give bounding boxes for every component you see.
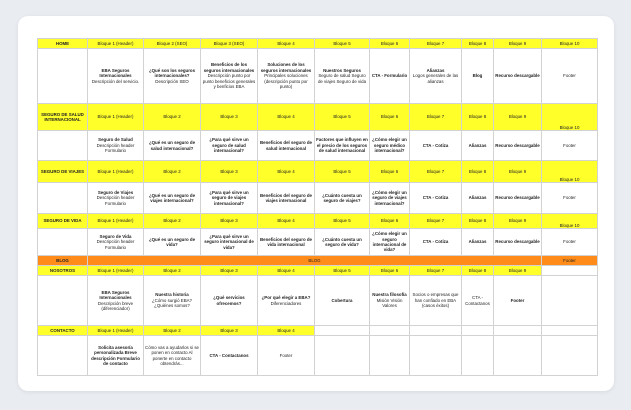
home-block-content: Beneficios de los seguros internacionales Descripción punto por punto beneficios generales y benficios EBA	[201, 49, 258, 104]
vida-section-label: SEGURO DE VIDA	[38, 214, 88, 229]
viajes-block-header: Bloque 10	[542, 161, 598, 183]
viajes-block-content: CTA - Cotiza	[410, 183, 462, 214]
viajes-header-row	[38, 161, 598, 183]
home-block-content: Footer	[542, 49, 598, 104]
salud-block-header: Bloque 3	[201, 104, 258, 131]
viajes-block-content: ¿Cuánto cuesta un seguro de viajes?	[315, 183, 370, 214]
contacto-header-row	[38, 326, 598, 336]
nosotros-block-content: Nuestra filosofía Misión Visión Valores	[370, 276, 410, 326]
nosotros-content-row	[38, 276, 598, 326]
contacto-empty-cell	[315, 326, 370, 336]
viajes-content-row	[38, 183, 598, 214]
viajes-block-content: ¿Qué es un seguro de viajes internacional?	[144, 183, 201, 214]
vida-block-content: Footer	[542, 229, 598, 256]
vida-block-header: Bloque 2	[144, 214, 201, 229]
home-block-content: Blog	[462, 49, 494, 104]
viajes-block-header: Bloque 2	[144, 161, 201, 183]
salud-block-header: Bloque 1 (Header)	[88, 104, 144, 131]
home-block-content: Nuestros Seguros Seguro de salud Seguro de viajes Seguro de vida	[315, 49, 370, 104]
nosotros-block-content: ¿Qué servicios ofrecemos?	[201, 276, 258, 326]
vida-block-content: ¿Cómo elegir un seguro internacional de vida?	[370, 229, 410, 256]
vida-block-content: Seguro de Vida Descripción header Formulario	[88, 229, 144, 256]
contacto-block-content	[542, 336, 598, 376]
nosotros-block-header: Bloque 3	[201, 266, 258, 276]
contacto-empty-cell	[462, 326, 494, 336]
contacto-block-header: Bloque 1 (Header)	[88, 326, 144, 336]
vida-block-content: Beneficios del seguro de vida internacional	[258, 229, 315, 256]
home-block-header: Bloque 6	[370, 39, 410, 49]
vida-label-spacer	[38, 229, 88, 256]
salud-block-header: Bloque 2	[144, 104, 201, 131]
nosotros-header-row	[38, 266, 598, 276]
contacto-block-content: Footer	[258, 336, 315, 376]
home-block-content: Recurso descargable	[494, 49, 542, 104]
vida-block-header: Bloque 10	[542, 214, 598, 229]
contacto-empty-cell	[494, 326, 542, 336]
salud-block-header: Bloque 10	[542, 104, 598, 131]
salud-content-row	[38, 131, 598, 161]
nosotros-block-content: Nuestra historia ¿Cómo surgió EBA? ¿Quiénes somos?	[144, 276, 201, 326]
vida-block-content: Alianzas	[462, 229, 494, 256]
viajes-block-header: Bloque 4	[258, 161, 315, 183]
viajes-block-header: Bloque 1 (Header)	[88, 161, 144, 183]
salud-block-header: Bloque 4	[258, 104, 315, 131]
home-content-row	[38, 49, 598, 104]
contacto-empty-cell	[542, 326, 598, 336]
home-block-header: Bloque 7	[410, 39, 462, 49]
viajes-block-header: Bloque 7	[410, 161, 462, 183]
nosotros-block-header: Bloque 6	[370, 266, 410, 276]
blog-center-label: BLOG	[88, 256, 542, 266]
salud-block-content: Footer	[542, 131, 598, 161]
vida-block-header: Bloque 1 (Header)	[88, 214, 144, 229]
nosotros-block-header: Bloque 4	[258, 266, 315, 276]
nosotros-block-header: Bloque 7	[410, 266, 462, 276]
contacto-block-content	[462, 336, 494, 376]
viajes-section-label: SEGURO DE VIAJES	[38, 161, 88, 183]
viajes-block-content: ¿Cómo elegir un seguro de viajes internacional?	[370, 183, 410, 214]
vida-block-content: ¿Cuánto cuesta un seguro de vida?	[315, 229, 370, 256]
salud-block-content: Beneficios del seguro de salud internacional	[258, 131, 315, 161]
nosotros-block-header: Bloque 5	[315, 266, 370, 276]
vida-block-header: Bloque 4	[258, 214, 315, 229]
home-header-row	[38, 39, 598, 49]
contacto-label-spacer	[38, 336, 88, 376]
contacto-block-content	[370, 336, 410, 376]
vida-header-row	[38, 214, 598, 229]
home-block-header: Bloque 2 (SEO)	[144, 39, 201, 49]
salud-block-header: Bloque 7	[410, 104, 462, 131]
home-block-content: Alianzas Logos generales de las alianzas	[410, 49, 462, 104]
home-block-header: Bloque 9	[494, 39, 542, 49]
viajes-block-header: Bloque 8	[462, 161, 494, 183]
vida-block-header: Bloque 3	[201, 214, 258, 229]
vida-block-header: Bloque 9	[494, 214, 542, 229]
blog-footer: Footer	[542, 256, 598, 266]
vida-block-content: ¿Para qué sirve un seguro internacional de vida?	[201, 229, 258, 256]
salud-block-header: Bloque 6	[370, 104, 410, 131]
nosotros-block-header: Bloque 1 (Header)	[88, 266, 144, 276]
viajes-block-content: ¿Para qué sirve un seguro de viajes internacional?	[201, 183, 258, 214]
viajes-block-header: Bloque 3	[201, 161, 258, 183]
salud-label-spacer	[38, 131, 88, 161]
viajes-block-header: Bloque 5	[315, 161, 370, 183]
home-block-header: Bloque 10	[542, 39, 598, 49]
salud-section-label: SEGURO DE SALUD INTERNACIONAL	[38, 104, 88, 131]
home-block-header: Bloque 8	[462, 39, 494, 49]
contacto-block-header: Bloque 2	[144, 326, 201, 336]
salud-block-content: Seguro de Salud Descripción header Formulario	[88, 131, 144, 161]
nosotros-label-spacer	[38, 276, 88, 326]
contacto-block-content: Solicita asesoría personalizada Breve descripción Formulario de contacto	[88, 336, 144, 376]
viajes-block-content: Alianzas	[462, 183, 494, 214]
contacto-empty-cell	[410, 326, 462, 336]
nosotros-block-content	[542, 276, 598, 326]
home-block-content: Soluciones de los seguros internacionales Principales soluciones (descripción punto por punto)	[258, 49, 315, 104]
salud-block-header: Bloque 9	[494, 104, 542, 131]
viajes-block-header: Bloque 6	[370, 161, 410, 183]
nosotros-block-content: CTA - Contactanos	[462, 276, 494, 326]
sitemap-card	[18, 16, 614, 391]
contacto-block-content: CTA - Contactanos	[201, 336, 258, 376]
vida-content-row	[38, 229, 598, 256]
salud-header-row	[38, 104, 598, 131]
nosotros-block-header: Bloque 2	[144, 266, 201, 276]
nosotros-empty-cell	[542, 266, 598, 276]
contacto-block-header: Bloque 3	[201, 326, 258, 336]
salud-block-content: CTA - Cotiza	[410, 131, 462, 161]
blog-row	[38, 256, 598, 266]
nosotros-block-header: Bloque 8	[462, 266, 494, 276]
nosotros-block-content: ¿Por qué elegir a EBA? Diferenciadores	[258, 276, 315, 326]
viajes-block-content: Footer	[542, 183, 598, 214]
viajes-block-content: Beneficios del seguro de viajes internacional	[258, 183, 315, 214]
nosotros-block-header: Bloque 9	[494, 266, 542, 276]
home-label-spacer	[38, 49, 88, 104]
vida-block-content: CTA - Cotiza	[410, 229, 462, 256]
nosotros-block-content: Footer	[494, 276, 542, 326]
contacto-block-content	[315, 336, 370, 376]
vida-block-header: Bloque 5	[315, 214, 370, 229]
salud-block-content: ¿Qué es un seguro de salud internacional?	[144, 131, 201, 161]
blog-section-label: BLOG	[38, 256, 88, 266]
home-block-header: Bloque 4	[258, 39, 315, 49]
contacto-block-content	[410, 336, 462, 376]
viajes-label-spacer	[38, 183, 88, 214]
home-block-content: CTA - Formulario	[370, 49, 410, 104]
contacto-content-row	[38, 336, 598, 376]
nosotros-block-content: Cobertura	[315, 276, 370, 326]
vida-block-content: ¿Qué es un seguro de vida?	[144, 229, 201, 256]
contacto-block-content: Cómo vas a ayudarlos si se ponen en contacto Al ponerte en contacto obtendrás...	[144, 336, 201, 376]
salud-block-content: ¿Cómo elegir un seguro médico internacional?	[370, 131, 410, 161]
viajes-block-content: Seguro de Viajes Descripción header Formulario	[88, 183, 144, 214]
vida-block-content: Recurso descargable	[494, 229, 542, 256]
salud-block-content: ¿Para qué sirve un seguro de salud internacional?	[201, 131, 258, 161]
nosotros-block-content: EBA Seguros Internacionales Descripción breve (diferenciador)	[88, 276, 144, 326]
home-block-header: Bloque 1 (Header)	[88, 39, 144, 49]
vida-block-header: Bloque 8	[462, 214, 494, 229]
home-section-label: HOME	[38, 39, 88, 49]
contacto-block-header: Bloque 4	[258, 326, 315, 336]
nosotros-block-content: Socios o empresas que han confiado en EBA (casos éxitos)	[410, 276, 462, 326]
viajes-block-content: Recurso descargable	[494, 183, 542, 214]
viajes-block-header: Bloque 9	[494, 161, 542, 183]
salud-block-header: Bloque 8	[462, 104, 494, 131]
salud-block-header: Bloque 5	[315, 104, 370, 131]
home-block-header: Bloque 3 (SEO)	[201, 39, 258, 49]
home-block-content: ¿Qué son los seguros internacionales? Descripción SEO	[144, 49, 201, 104]
vida-block-header: Bloque 6	[370, 214, 410, 229]
salud-block-content: Alianzas	[462, 131, 494, 161]
nosotros-section-label: NOSOTROS	[38, 266, 88, 276]
contacto-empty-cell	[370, 326, 410, 336]
vida-block-header: Bloque 7	[410, 214, 462, 229]
salud-block-content: Factores que influyen en el precio de los seguros de salud internacional	[315, 131, 370, 161]
contacto-block-content	[494, 336, 542, 376]
home-block-content: EBA Seguros Internacionales Descripción del servicio.	[88, 49, 144, 104]
contacto-section-label: CONTACTO	[38, 326, 88, 336]
sitemap-spreadsheet	[37, 38, 598, 376]
salud-block-content: Recurso descargable	[494, 131, 542, 161]
home-block-header: Bloque 5	[315, 39, 370, 49]
